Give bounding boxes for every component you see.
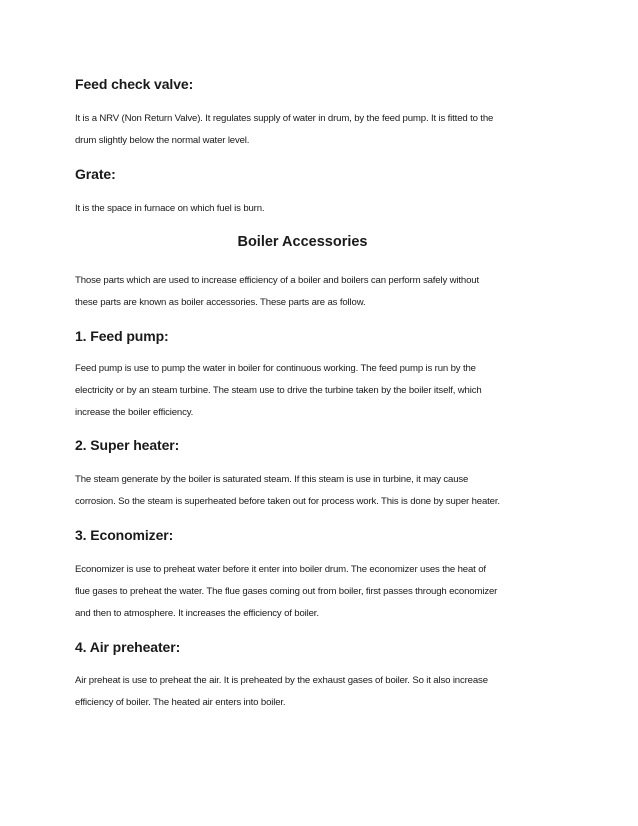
text-line: and then to atmosphere. It increases the efficiency of boiler. (75, 608, 319, 619)
heading-air-preheater: 4. Air preheater: (75, 639, 181, 655)
section-title-boiler-accessories: Boiler Accessories (237, 234, 368, 250)
text-line: It is a NRV (Non Return Valve). It regulates supply of water in drum, by the feed pump. It is fitted to the (75, 113, 494, 124)
text-line: efficiency of boiler. The heated air enters into boiler. (75, 697, 286, 708)
heading-feed-check-valve: Feed check valve: (75, 76, 194, 92)
paragraph-air-preheater (75, 670, 570, 714)
text-line: It is the space in furnace on which fuel is burn. (75, 203, 265, 214)
heading-economizer: 3. Economizer: (75, 527, 174, 543)
paragraph-economizer (75, 559, 570, 625)
text-line: Air preheat is use to preheat the air. It is preheated by the exhaust gases of boiler. So it also increase (75, 675, 488, 686)
text-line: these parts are known as boiler accessories. These parts are as follow. (75, 297, 366, 308)
text-line: flue gases to preheat the water. The flue gases coming out from boiler, first passes through economizer (75, 586, 498, 597)
text-line: drum slightly below the normal water level. (75, 135, 250, 146)
heading-grate: Grate: (75, 166, 116, 182)
paragraph-super-heater (75, 469, 570, 513)
text-line: The steam generate by the boiler is saturated steam. If this steam is use in turbine, it may cause (75, 474, 469, 485)
text-line: electricity or by an steam turbine. The steam use to drive the turbine taken by the boiler itself, which (75, 385, 482, 396)
text-line: increase the boiler efficiency. (75, 407, 194, 418)
paragraph-grate (75, 198, 570, 220)
heading-super-heater: 2. Super heater: (75, 437, 180, 453)
text-line: Those parts which are used to increase efficiency of a boiler and boilers can perform safely without (75, 275, 479, 286)
text-line: Economizer is use to preheat water before it enter into boiler drum. The economizer uses the heat of (75, 564, 486, 575)
paragraph-feed-pump (75, 358, 570, 424)
heading-feed-pump: 1. Feed pump: (75, 328, 169, 344)
paragraph-feed-check-valve (75, 108, 570, 152)
text-line: Feed pump is use to pump the water in boiler for continuous working. The feed pump is run by the (75, 363, 476, 374)
text-line: corrosion. So the steam is superheated before taken out for process work. This is done by super heater. (75, 496, 500, 507)
paragraph-boiler-accessories (75, 270, 570, 314)
